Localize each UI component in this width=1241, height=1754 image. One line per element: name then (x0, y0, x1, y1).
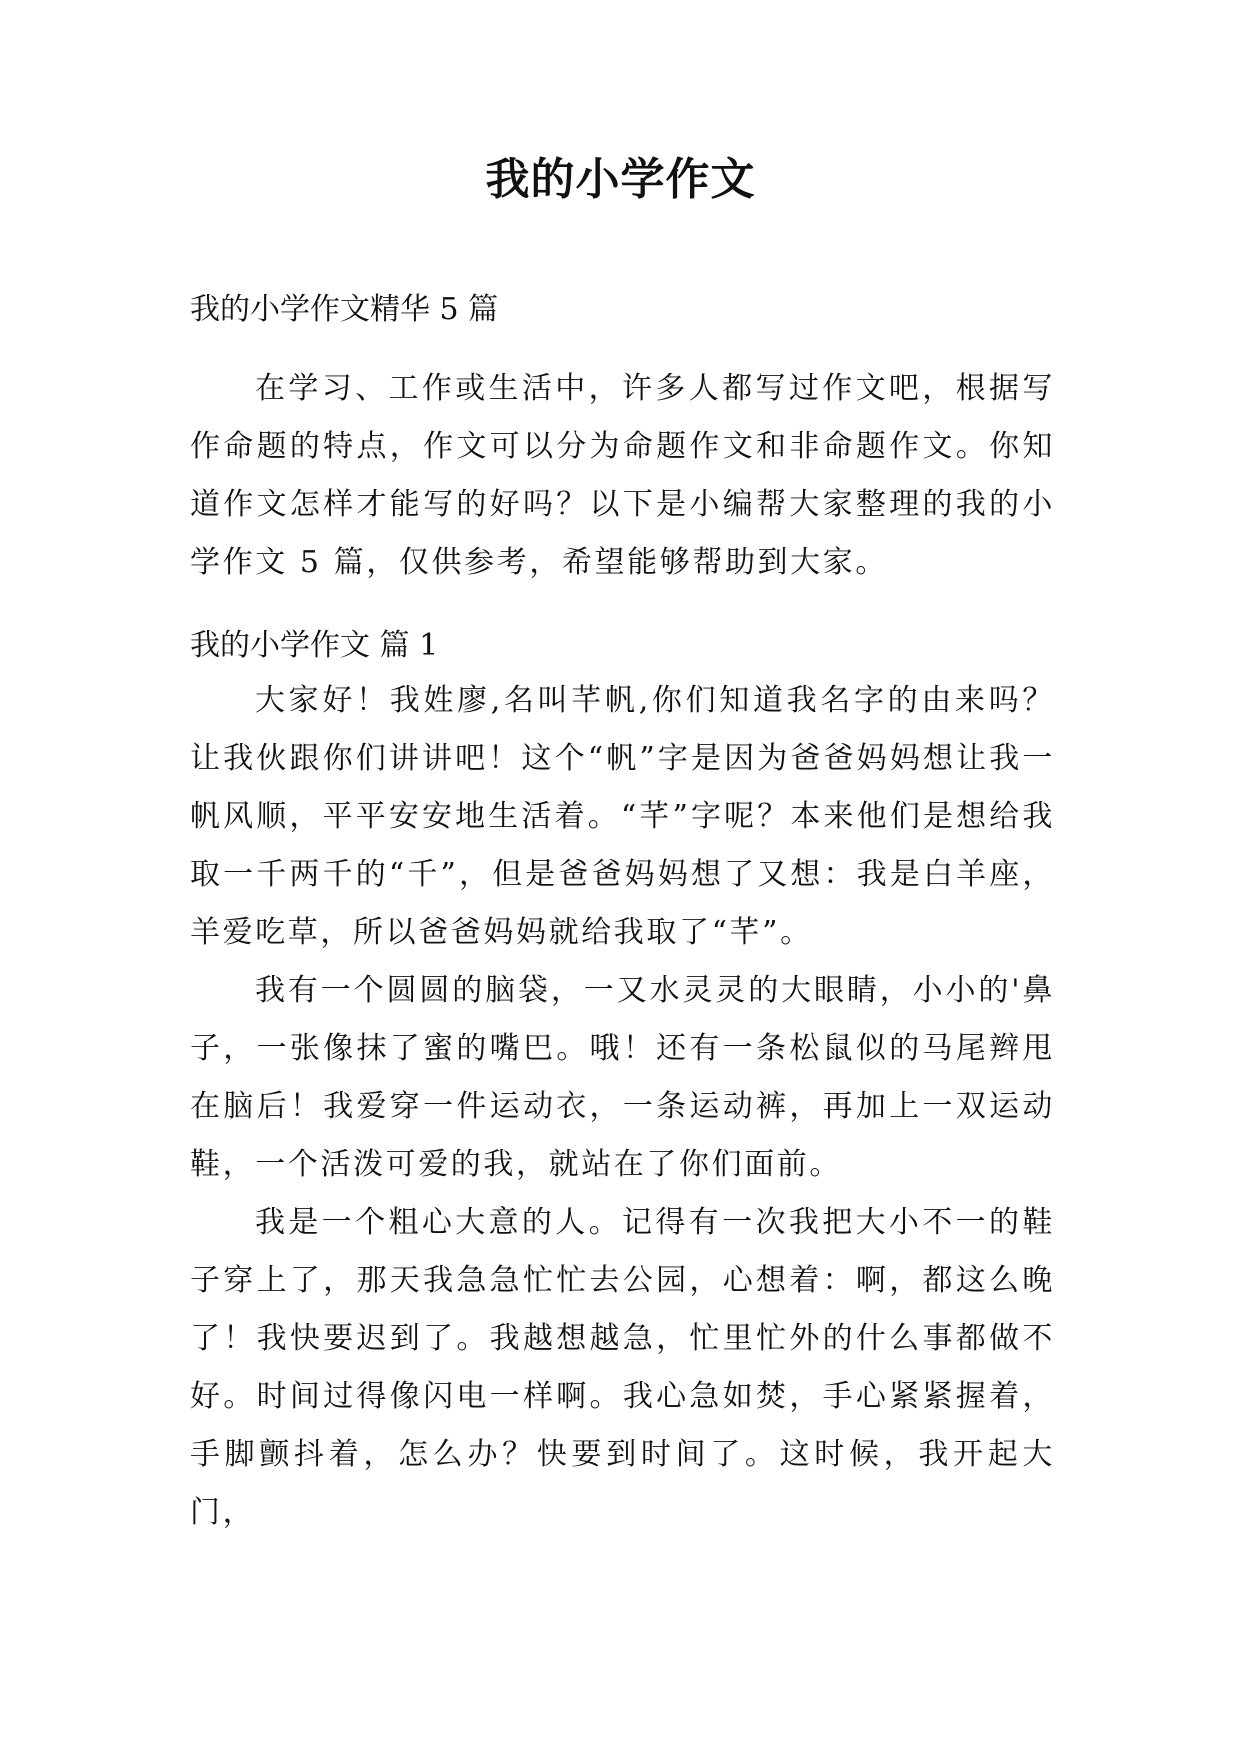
section-heading: 我的小学作文 篇 1 (190, 628, 439, 663)
document-subtitle: 我的小学作文精华 5 篇 (190, 292, 499, 327)
body-paragraph: 我有一个圆圆的脑袋，一又水灵灵的大眼睛，小小的'鼻子，一张像抹了蜜的嘴巴。哦！还有一条松鼠似的马尾辫甩在脑后！我爱穿一件运动衣，一条运动裤，再加上一双运动鞋，一个活泼可爱的我，就站在了你们面前。 (190, 973, 1055, 1182)
body-paragraph: 我是一个粗心大意的人。记得有一次我把大小不一的鞋子穿上了，那天我急急忙忙去公园，心想着：啊，都这么晚了！我快要迟到了。我越想越急，忙里忙外的什么事都做不好。时间过得像闪电一样啊。我心急如焚，手心紧紧握着，手脚颤抖着，怎么办？快要到时间了。这时候，我开起大门， (190, 1205, 1055, 1530)
document-title: 我的小学作文 (485, 154, 756, 205)
intro-paragraph: 在学习、工作或生活中，许多人都写过作文吧，根据写作命题的特点，作文可以分为命题作文和非命题作文。你知道作文怎样才能写的好吗？以下是小编帮大家整理的我的小学作文 5 篇，仅供参考，希望能够帮助到大家。 (190, 371, 1055, 580)
body-paragraph: 大家好！我姓廖,名叫芊帆,你们知道我名字的由来吗？让我伙跟你们讲讲吧！这个“帆”字是因为爸爸妈妈想让我一帆风顺，平平安安地生活着。“芊”字呢？本来他们是想给我取一千两千的“千”，但是爸爸妈妈想了又想：我是白羊座，羊爱吃草，所以爸爸妈妈就给我取了“芊”。 (190, 683, 1055, 950)
